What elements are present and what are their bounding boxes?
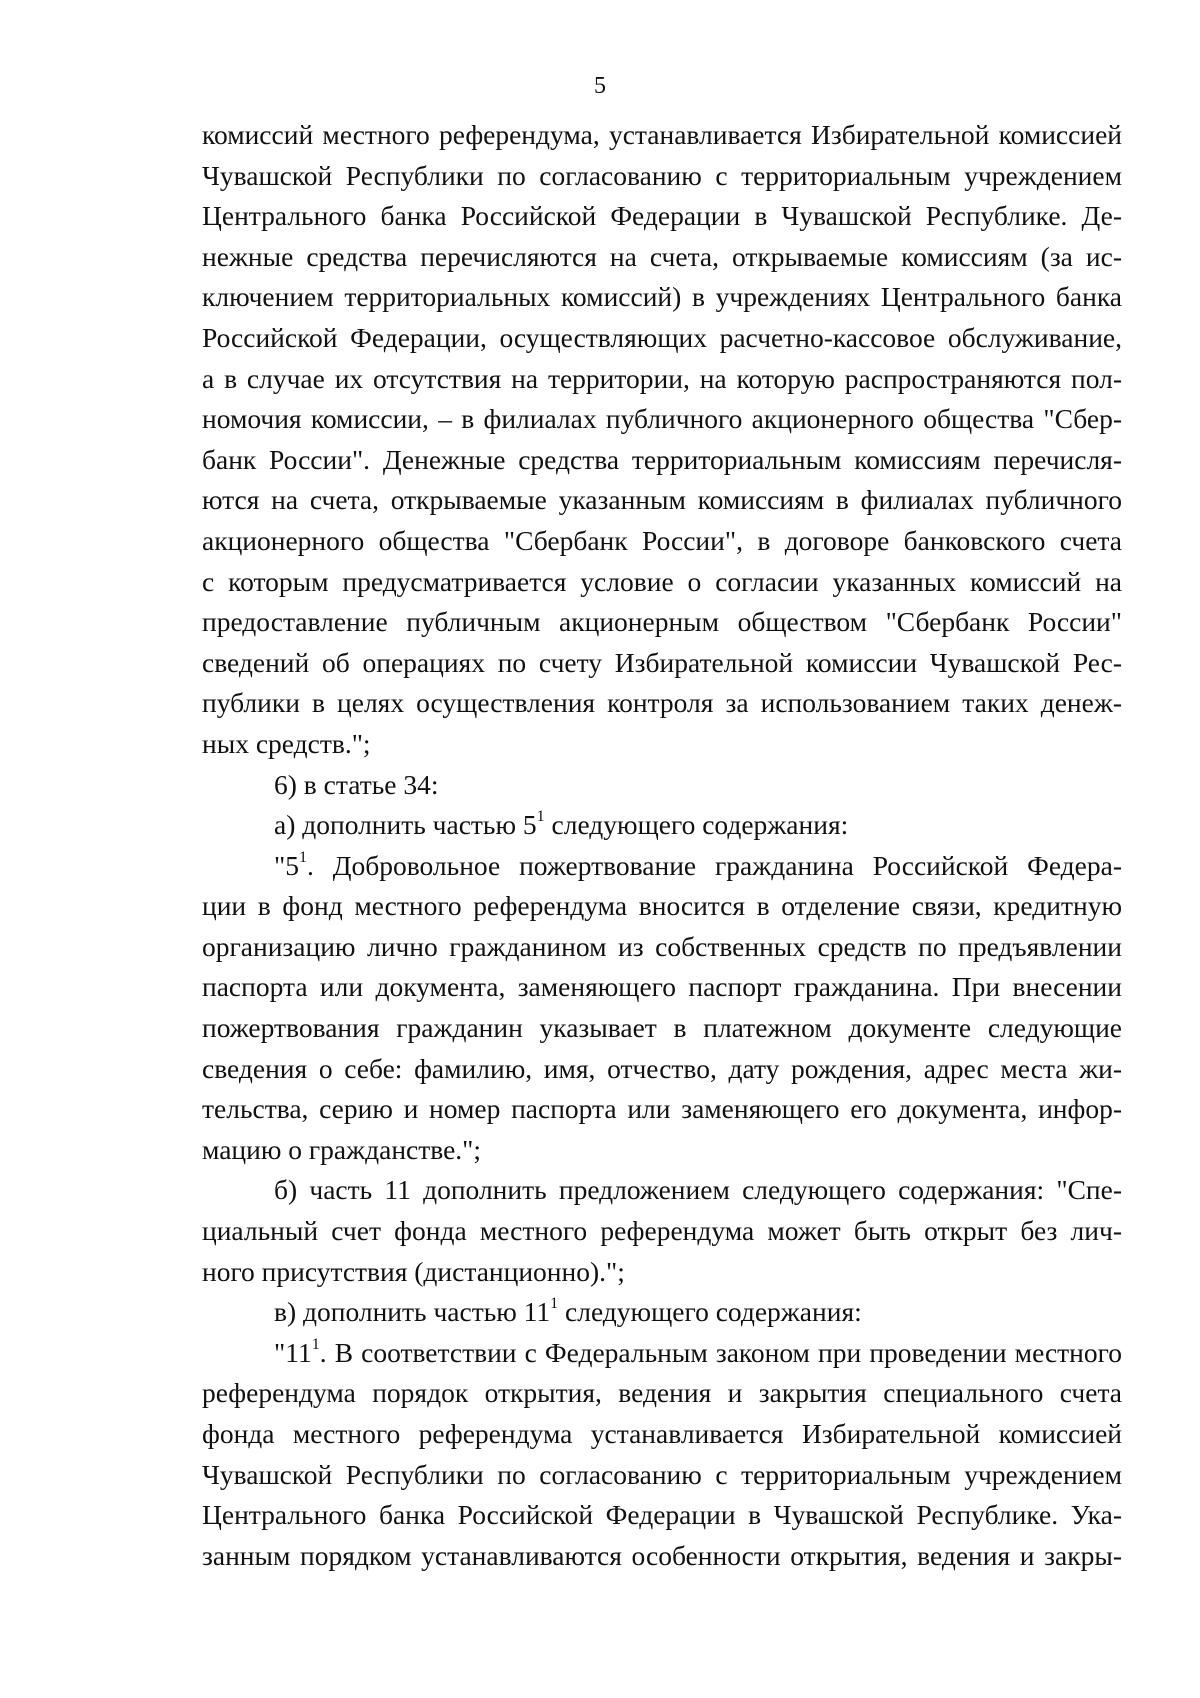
subitem-b-start: б) часть 11 дополнить предложением следующего содержания: "Спе- xyxy=(274,1174,1122,1206)
superscript-pre: а) дополнить частью 5 xyxy=(274,809,537,841)
text-line: Центрального банка Российской Федерации в Чувашской Республике. Де- xyxy=(202,200,1122,232)
superscript: 1 xyxy=(536,807,545,825)
superscript: 1 xyxy=(311,1335,320,1353)
subitem-a-heading xyxy=(202,805,1122,846)
list-item-6-heading: 6) в статье 34: xyxy=(274,768,439,800)
text-line: предоставление публичным акционерным обществом "Сбербанк России" xyxy=(202,606,1122,638)
document-body xyxy=(202,115,1122,1576)
superscript-post: следующего содержания: xyxy=(544,809,849,841)
text-line: акционерного общества "Сбербанк России", в договоре банковского счета xyxy=(202,524,1122,556)
text-line: тельства, серию и номер паспорта или заменяющего его документа, инфор- xyxy=(202,1093,1122,1125)
text-line: ключением территориальных комиссий) в учреждениях Центрального банка xyxy=(202,281,1122,313)
superscript-post: . Добровольное пожертвование гражданина Российской Федера- xyxy=(306,849,1122,881)
text-line: нежные средства перечисляются на счета, открываемые комиссиям (за ис- xyxy=(202,240,1122,272)
text-line: сведения о себе: фамилию, имя, отчество, дату рождения, адрес места жи- xyxy=(202,1052,1122,1084)
superscript-post: следующего содержания: xyxy=(558,1296,862,1328)
text-line: сведений об операциях по счету Избирательной комиссии Чувашской Рес- xyxy=(202,646,1122,678)
text-line: Российской Федерации, осуществляющих расчетно-кассовое обслуживание, xyxy=(202,321,1122,353)
text-line: паспорта или документа, заменяющего паспорт гражданина. При внесении xyxy=(202,971,1122,1003)
text-line: банк России". Денежные средства территориальным комиссиям перечисля- xyxy=(202,443,1122,475)
text-line: с которым предусматривается условие о согласии указанных комиссий на xyxy=(202,565,1122,597)
text-line: а в случае их отсутствия на территории, на которую распространяются пол- xyxy=(202,362,1122,394)
text-line: пожертвования гражданин указывает в платежном документе следующие xyxy=(202,1012,1122,1044)
text-line: циальный счет фонда местного референдума может быть открыт без лич- xyxy=(202,1215,1122,1247)
text-line: референдума порядок открытия, ведения и закрытия специального счета xyxy=(202,1377,1122,1409)
text-line: ются на счета, открываемые указанным комиссиям в филиалах публичного xyxy=(202,484,1122,516)
text-line: ных средств."; xyxy=(202,727,371,759)
text-line: публики в целях осуществления контроля за использованием таких денеж- xyxy=(202,687,1122,719)
quoted-part-5-1-start xyxy=(202,846,1122,887)
text-line: организацию лично гражданином из собственных средств по предъявлении xyxy=(202,930,1122,962)
superscript-pre: "5 xyxy=(274,849,299,881)
text-line: Чувашской Республики по согласованию с территориальным учреждением xyxy=(202,1458,1122,1490)
superscript: 1 xyxy=(298,848,307,866)
text-line: фонда местного референдума устанавливается Избирательной комиссией xyxy=(202,1418,1122,1449)
superscript-pre: в) дополнить частью 11 xyxy=(274,1296,551,1328)
text-line: комиссий местного референдума, устанавливается Избирательной комиссией xyxy=(202,119,1122,150)
quoted-part-11-1-start xyxy=(202,1333,1122,1374)
text-line: ного присутствия (дистанционно)."; xyxy=(202,1255,625,1287)
superscript-pre: "11 xyxy=(274,1336,312,1368)
superscript: 1 xyxy=(550,1295,559,1313)
text-line: номочия комиссии, – в филиалах публичного акционерного общества "Сбер- xyxy=(202,403,1122,435)
text-line: ции в фонд местного референдума вносится в отделение связи, кредитную xyxy=(202,890,1122,922)
text-line: Чувашской Республики по согласованию с территориальным учреждением xyxy=(202,159,1122,191)
page-number: 5 xyxy=(594,73,606,99)
subitem-v-heading xyxy=(202,1292,1122,1333)
superscript-post: . В соответствии с Федеральным законом при проведении местного xyxy=(319,1336,1122,1368)
text-line: Центрального банка Российской Федерации в Чувашской Республике. Ука- xyxy=(202,1499,1122,1531)
text-line: занным порядком устанавливаются особенности открытия, ведения и закры- xyxy=(202,1539,1122,1571)
text-line: мацию о гражданстве."; xyxy=(202,1133,482,1165)
